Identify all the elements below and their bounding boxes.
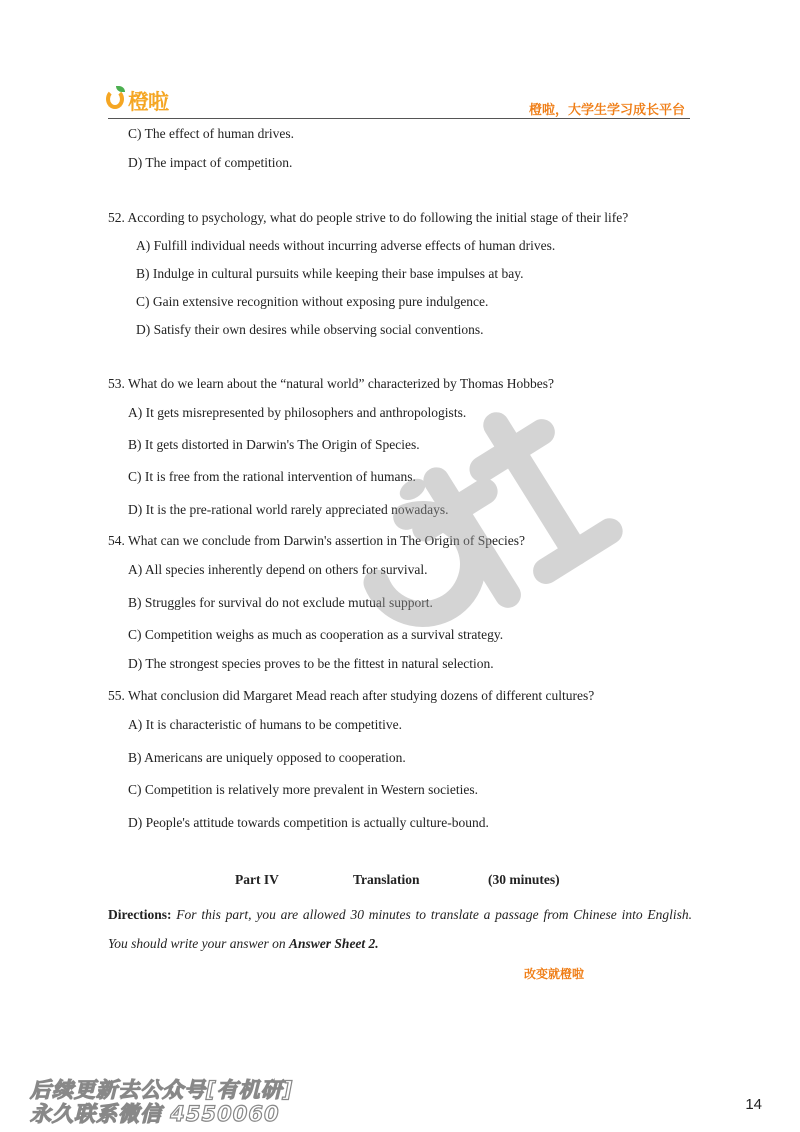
header-divider — [108, 118, 690, 119]
part-time: (30 minutes) — [488, 872, 560, 887]
q55-option-c: C) Competition is relatively more prevalent in Western societies. — [128, 782, 478, 797]
q53-option-c: C) It is free from the rational intervention of humans. — [128, 469, 416, 484]
q55-option-b: B) Americans are uniquely opposed to cooperation. — [128, 750, 406, 765]
part-directions — [108, 900, 692, 958]
logo-text: 橙啦 — [128, 90, 168, 114]
q52-option-c: C) Gain extensive recognition without exposing pure indulgence. — [136, 294, 489, 309]
q54-stem: 54. What can we conclude from Darwin's assertion in The Origin of Species? — [108, 533, 525, 548]
directions-label: Directions: — [108, 907, 172, 922]
orange-logo-icon — [106, 89, 124, 109]
q54-option-d: D) The strongest species proves to be the fittest in natural selection. — [128, 656, 494, 671]
page-number: 14 — [745, 1096, 762, 1113]
q54-option-a: A) All species inherently depend on others for survival. — [128, 562, 428, 577]
part-title: Translation — [353, 872, 420, 887]
brand-logo — [106, 86, 216, 116]
footer-watermark — [30, 1078, 293, 1126]
q52-option-d: D) Satisfy their own desires while observing social conventions. — [136, 322, 484, 337]
q54-option-c: C) Competition weighs as much as cooperation as a survival strategy. — [128, 627, 504, 642]
q53-stem: 53. What do we learn about the “natural world” characterized by Thomas Hobbes? — [108, 376, 554, 391]
q51-option-d: D) The impact of competition. — [128, 155, 293, 170]
q52-option-b: B) Indulge in cultural pursuits while keeping their base impulses at bay. — [136, 266, 524, 281]
header-slogan: 橙啦，大学生学习成长平台 — [528, 103, 685, 118]
q52-stem: 52. According to psychology, what do people strive to do following the initial stage of their life? — [108, 210, 629, 225]
directions-text: For this part, you are allowed 30 minutes to translate a passage from Chinese into English. You should write your answer on — [108, 907, 692, 951]
q53-option-d: D) It is the pre-rational world rarely appreciated nowadays. — [128, 502, 449, 517]
part-number: Part IV — [235, 872, 279, 887]
brand-tagline: 改变就橙啦 — [524, 967, 585, 981]
q55-stem: 55. What conclusion did Margaret Mead reach after studying dozens of different cultures? — [108, 688, 595, 703]
q55-option-d: D) People's attitude towards competition is actually culture-bound. — [128, 815, 489, 830]
q54-option-b: B) Struggles for survival do not exclude mutual support. — [128, 595, 433, 610]
directions-answer-sheet: Answer Sheet 2. — [289, 936, 379, 951]
q52-option-a: A) Fulfill individual needs without incurring adverse effects of human drives. — [136, 238, 556, 253]
q55-option-a: A) It is characteristic of humans to be competitive. — [128, 717, 403, 732]
q51-option-c: C) The effect of human drives. — [128, 126, 294, 141]
q53-option-a: A) It gets misrepresented by philosophers and anthropologists. — [128, 405, 467, 420]
footer-watermark-line2: 永久联系微信 4550060 — [30, 1102, 280, 1126]
footer-watermark-line1: 后续更新去公众号[有机研] — [30, 1078, 294, 1102]
q53-option-b: B) It gets distorted in Darwin's The Origin of Species. — [128, 437, 420, 452]
